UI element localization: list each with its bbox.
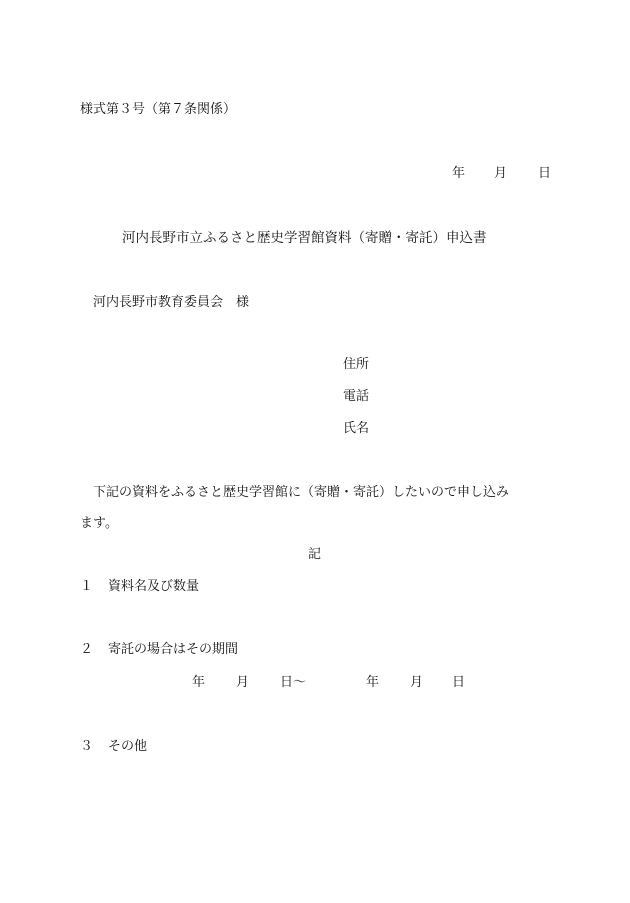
ki-heading: 記: [308, 547, 322, 562]
period-from-year-label: 年: [192, 675, 206, 690]
form-number: 様式第３号（第７条関係）: [80, 102, 237, 117]
body-text-line-2: ます。: [80, 516, 118, 531]
period-to-year-label: 年: [366, 675, 380, 690]
item-other: [80, 740, 147, 753]
item-deposit-period: [80, 643, 238, 656]
recipient-line: 河内長野市教育委員会 様: [93, 295, 250, 310]
date-day-label: 日: [538, 166, 552, 181]
date-year-label: 年: [452, 166, 466, 181]
document-title: 河内長野市立ふるさと歴史学習館資料（寄贈・寄託）申込書: [122, 230, 487, 246]
item-number: ３: [80, 739, 94, 754]
item-number: ２: [80, 642, 94, 657]
applicant-phone-label: 電話: [343, 389, 370, 404]
applicant-address-label: 住所: [343, 357, 370, 372]
date-month-label: 月: [494, 166, 508, 181]
item-material-name: [80, 580, 199, 593]
period-from-day-label: 日〜: [280, 675, 307, 690]
item-number: １: [80, 579, 94, 594]
period-from-month-label: 月: [236, 675, 250, 690]
body-text-line-1: 下記の資料をふるさと歴史学習館に（寄贈・寄託）したいので申し込み: [93, 485, 510, 500]
period-to-day-label: 日: [452, 675, 466, 690]
period-to-month-label: 月: [410, 675, 424, 690]
item-label: 資料名及び数量: [108, 579, 200, 594]
item-label: 寄託の場合はその期間: [108, 642, 239, 657]
applicant-name-label: 氏名: [343, 421, 370, 436]
item-label: その他: [108, 739, 148, 754]
